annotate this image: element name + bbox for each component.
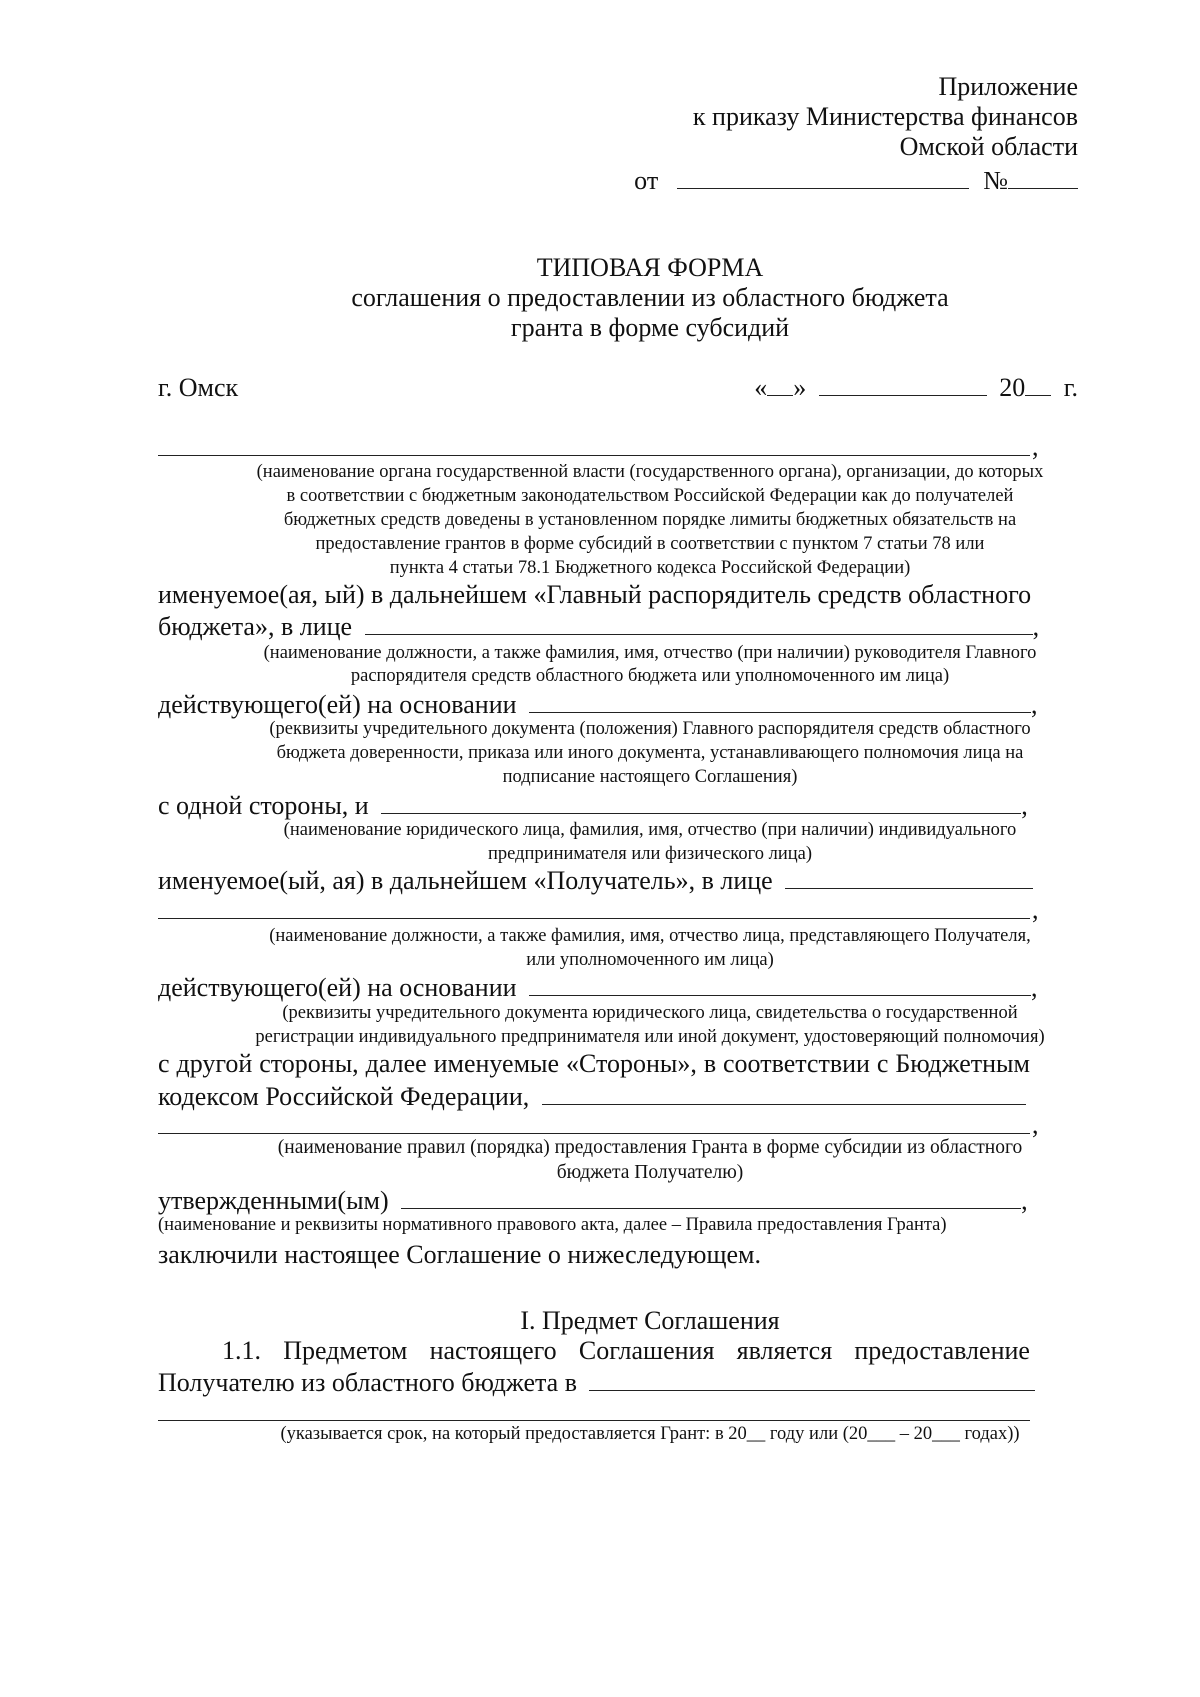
year-field[interactable] (1025, 373, 1051, 396)
word: «Стороны», (565, 1049, 697, 1078)
rules-field[interactable] (158, 1133, 1030, 1134)
note-rules-2: бюджета Получателю) (556, 1162, 744, 1183)
paragraph-1-1-line2 (158, 1368, 1035, 1398)
city: г. Омск (158, 373, 239, 402)
note-head-2: распорядителя средств областного бюджета или уполномоченного им лица) (350, 666, 950, 686)
text-code (158, 1082, 1026, 1112)
quote-open: « (754, 373, 768, 402)
one-side-label: с одной стороны, и (158, 791, 369, 820)
note-rep-1: (наименование должности, а также фамилия, имя, отчество лица, представляющего Получателя, (269, 926, 1031, 946)
word: стороны, (259, 1049, 359, 1078)
word: Бюджетным (895, 1049, 1030, 1078)
word: другой (176, 1049, 253, 1078)
number-label: № (983, 166, 1008, 195)
from-label: от (634, 166, 659, 195)
comma: , (1031, 973, 1038, 1002)
text-concluded: заключили настоящее Соглашение о нижеследующем. (158, 1240, 761, 1269)
rules-field-start[interactable] (542, 1082, 1026, 1105)
comma: , (1021, 1186, 1028, 1215)
acting-basis-label-2: действующего(ей) на основании (158, 973, 517, 1002)
note-grantor-1: (наименование органа государственной власти (государственного органа), организации, до которых (256, 462, 1044, 482)
order-date-number-line (634, 166, 1078, 196)
word: Соглашения (578, 1336, 715, 1365)
comma: , (1032, 432, 1039, 461)
note-basis-2: бюджета доверенности, приказа или иного документа, устанавливающего полномочия лица на (276, 743, 1024, 763)
note-grantor-3: бюджетных средств доведены в установленном порядке лимиты бюджетных обязательств на (283, 510, 1017, 530)
recipient-rep-field-start[interactable] (785, 866, 1033, 889)
note-rep-2: или уполномоченного им лица) (526, 950, 774, 970)
word: настоящего (429, 1336, 557, 1365)
budget-face-label: бюджета», в лице (158, 612, 353, 641)
form-subtitle-2: гранта в форме субсидий (510, 313, 790, 342)
note-grantor-2: в соответствии с бюджетным законодательством Российской Федерации как до получателей (286, 486, 1014, 506)
note-rec-basis-1: (реквизиты учредительного документа юридического лица, свидетельства о государственной (282, 1003, 1018, 1023)
word: с (158, 1049, 170, 1078)
text-approved (158, 1186, 1028, 1216)
appendix-region-line: Омской области (899, 132, 1078, 161)
note-rec-basis-2: регистрации индивидуального предпринимателя или иной документ, удостоверяющий полномочия) (255, 1027, 1045, 1047)
text-named-recipient (158, 866, 1033, 896)
section-heading: I. Предмет Соглашения (520, 1306, 780, 1335)
paragraph-1-1 (222, 1336, 1030, 1366)
p11-line2-label: Получателю из областного бюджета в (158, 1368, 577, 1397)
word: соответствии (723, 1049, 870, 1078)
comma: , (1032, 895, 1039, 924)
recipient-name-field[interactable] (381, 791, 1021, 814)
form-title: ТИПОВАЯ ФОРМА (536, 253, 764, 282)
note-basis-3: подписание настоящего Соглашения) (502, 767, 798, 787)
comma: , (1031, 690, 1038, 719)
word: в (703, 1049, 717, 1078)
note-grantor-4: предоставление грантов в форме субсидий в соответствии с пунктом 7 статьи 78 или (315, 534, 985, 554)
text-acting-basis-2 (158, 973, 1038, 1003)
text-budget-face (158, 612, 1039, 642)
word: 1.1. (222, 1336, 261, 1365)
recipient-basis-field[interactable] (529, 973, 1031, 996)
grantor-head-field[interactable] (365, 612, 1033, 635)
year-suffix: г. (1063, 373, 1078, 402)
agreement-date (754, 373, 1078, 403)
month-field[interactable] (819, 373, 987, 396)
word: является (736, 1336, 833, 1365)
word: далее (365, 1049, 427, 1078)
text-acting-basis-1 (158, 690, 1038, 720)
year-prefix: 20 (999, 373, 1026, 402)
note-head-1: (наименование должности, а также фамилия, имя, отчество (при наличии) руководителя Главного (263, 643, 1037, 663)
word: Предметом (283, 1336, 408, 1365)
approved-label: утвержденными(ым) (158, 1186, 389, 1215)
note-grantor-5: пункта 4 статьи 78.1 Бюджетного кодекса Российской Федерации) (389, 558, 911, 578)
order-date-field[interactable] (677, 166, 969, 189)
note-recipient-1: (наименование юридического лица, фамилия, имя, отчество (при наличии) индивидуального (283, 820, 1017, 840)
word: предоставление (854, 1336, 1030, 1365)
act-field[interactable] (401, 1186, 1021, 1209)
note-rules-1: (наименование правил (порядка) предоставления Гранта в форме субсидии из областного (277, 1137, 1023, 1158)
order-number-field[interactable] (1008, 166, 1078, 189)
appendix-order-line: к приказу Министерства финансов (692, 102, 1078, 131)
word: именуемые (433, 1049, 560, 1078)
quote-close: » (793, 373, 807, 402)
text-other-side (158, 1049, 1030, 1079)
term-field[interactable] (158, 1420, 1030, 1421)
text-one-side (158, 791, 1028, 821)
comma: , (1032, 1110, 1039, 1139)
note-term: (указывается срок, на который предоставляется Грант: в 20__ году или (20___ – 20___ годах)) (280, 1424, 1020, 1444)
code-label: кодексом Российской Федерации, (158, 1082, 530, 1111)
acting-basis-label: действующего(ей) на основании (158, 690, 517, 719)
appendix-title: Приложение (938, 72, 1078, 101)
comma: , (1021, 791, 1028, 820)
comma: , (1032, 612, 1040, 641)
named-recipient-label: именуемое(ый, ая) в дальнейшем «Получатель», в лице (158, 866, 773, 895)
form-subtitle-1: соглашения о предоставлении из областного бюджета (351, 283, 949, 312)
grantor-organ-field[interactable] (158, 455, 1030, 456)
note-basis-1: (реквизиты учредительного документа (положения) Главного распорядителя средств областного (269, 719, 1031, 739)
note-act: (наименование и реквизиты нормативного правового акта, далее – Правила предоставления Гранта) (158, 1215, 947, 1235)
note-recipient-2: предпринимателя или физического лица) (487, 844, 812, 864)
day-field[interactable] (767, 373, 793, 396)
grantor-basis-field[interactable] (529, 690, 1031, 713)
term-field-start[interactable] (589, 1368, 1035, 1391)
text-named-grantor: именуемое(ая, ый) в дальнейшем «Главный распорядитель средств областного (158, 580, 1032, 609)
recipient-rep-field[interactable] (158, 918, 1030, 919)
word: с (876, 1049, 889, 1078)
